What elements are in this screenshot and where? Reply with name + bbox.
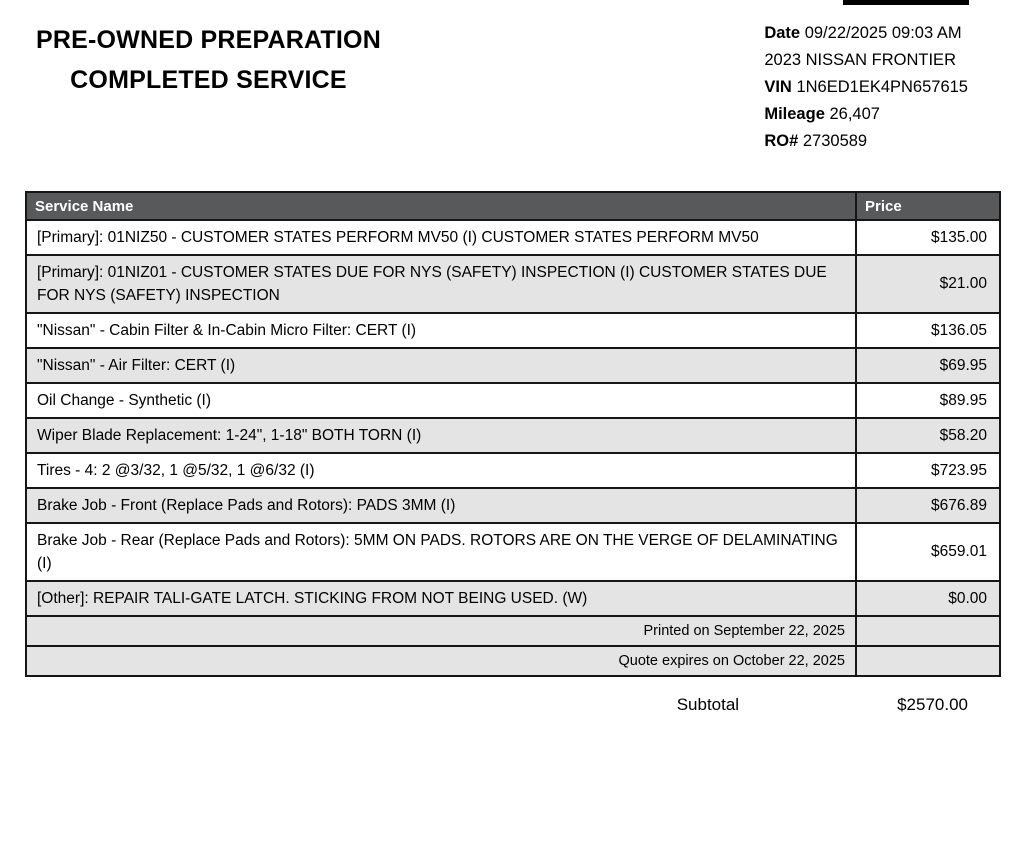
service-row — [26, 488, 1000, 523]
service-name-cell: Tires - 4: 2 @3/32, 1 @5/32, 1 @6/32 (I) — [26, 453, 856, 488]
service-row — [26, 523, 1000, 581]
service-row — [26, 313, 1000, 348]
price-header: Price — [856, 192, 1000, 220]
price-cell: $69.95 — [856, 348, 1000, 383]
page-title — [36, 20, 381, 100]
vehicle-info — [764, 20, 968, 155]
price-cell — [856, 646, 1000, 676]
table-footer-row — [26, 646, 1000, 676]
service-name-cell: Wiper Blade Replacement: 1-24", 1-18" BOTH TORN (I) — [26, 418, 856, 453]
price-cell: $21.00 — [856, 255, 1000, 313]
service-name-cell: Brake Job - Rear (Replace Pads and Rotors): 5MM ON PADS. ROTORS ARE ON THE VERGE OF DELAMINATING (I) — [26, 523, 856, 581]
subtotal-row — [0, 695, 1024, 715]
mileage-line — [764, 101, 968, 128]
service-name-cell: [Primary]: 01NIZ50 - CUSTOMER STATES PERFORM MV50 (I) CUSTOMER STATES PERFORM MV50 — [26, 220, 856, 255]
page-title-line1: PRE-OWNED PREPARATION — [36, 26, 381, 54]
service-name-cell: [Primary]: 01NIZ01 - CUSTOMER STATES DUE FOR NYS (SAFETY) INSPECTION (I) CUSTOMER STATES DUE FOR NYS (SAFETY) INSPECTION — [26, 255, 856, 313]
price-cell — [856, 616, 1000, 646]
price-cell: $676.89 — [856, 488, 1000, 523]
date-label: Date — [764, 24, 801, 42]
price-cell: $723.95 — [856, 453, 1000, 488]
cropped-top-bar — [843, 0, 969, 5]
vehicle-line: 2023 NISSAN FRONTIER — [764, 51, 956, 69]
footer-note-cell: Quote expires on October 22, 2025 — [26, 646, 856, 676]
vin-label: VIN — [764, 78, 792, 96]
vin-value: 1N6ED1EK4PN657615 — [796, 78, 968, 96]
service-table — [25, 191, 1001, 677]
vin-line — [764, 74, 968, 101]
page-title-line2: COMPLETED SERVICE — [70, 66, 347, 94]
service-name-header: Service Name — [26, 192, 856, 220]
mileage-value: 26,407 — [829, 105, 880, 123]
price-cell: $58.20 — [856, 418, 1000, 453]
ro-label: RO# — [764, 132, 799, 150]
subtotal-value: $2570.00 — [897, 695, 968, 714]
price-cell: $659.01 — [856, 523, 1000, 581]
service-row — [26, 255, 1000, 313]
price-cell: $89.95 — [856, 383, 1000, 418]
subtotal-label: Subtotal — [676, 695, 740, 714]
ro-value: 2730589 — [802, 132, 868, 150]
service-name-cell: [Other]: REPAIR TALI-GATE LATCH. STICKING FROM NOT BEING USED. (W) — [26, 581, 856, 616]
document-header — [0, 0, 1024, 155]
service-name-cell: Brake Job - Front (Replace Pads and Rotors): PADS 3MM (I) — [26, 488, 856, 523]
ro-line — [764, 128, 968, 155]
service-row — [26, 418, 1000, 453]
date-line — [764, 20, 968, 47]
date-value: 09/22/2025 09:03 AM — [804, 24, 962, 42]
service-row — [26, 453, 1000, 488]
mileage-label: Mileage — [764, 105, 825, 123]
service-name-cell: "Nissan" - Cabin Filter & In-Cabin Micro Filter: CERT (I) — [26, 313, 856, 348]
table-footer-row — [26, 616, 1000, 646]
footer-note-cell: Printed on September 22, 2025 — [26, 616, 856, 646]
service-table-body — [26, 220, 1000, 676]
service-row — [26, 383, 1000, 418]
service-row — [26, 581, 1000, 616]
service-name-cell: Oil Change - Synthetic (I) — [26, 383, 856, 418]
service-row — [26, 220, 1000, 255]
service-row — [26, 348, 1000, 383]
service-name-cell: "Nissan" - Air Filter: CERT (I) — [26, 348, 856, 383]
price-cell: $0.00 — [856, 581, 1000, 616]
price-cell: $136.05 — [856, 313, 1000, 348]
table-header-row — [26, 192, 1000, 220]
price-cell: $135.00 — [856, 220, 1000, 255]
